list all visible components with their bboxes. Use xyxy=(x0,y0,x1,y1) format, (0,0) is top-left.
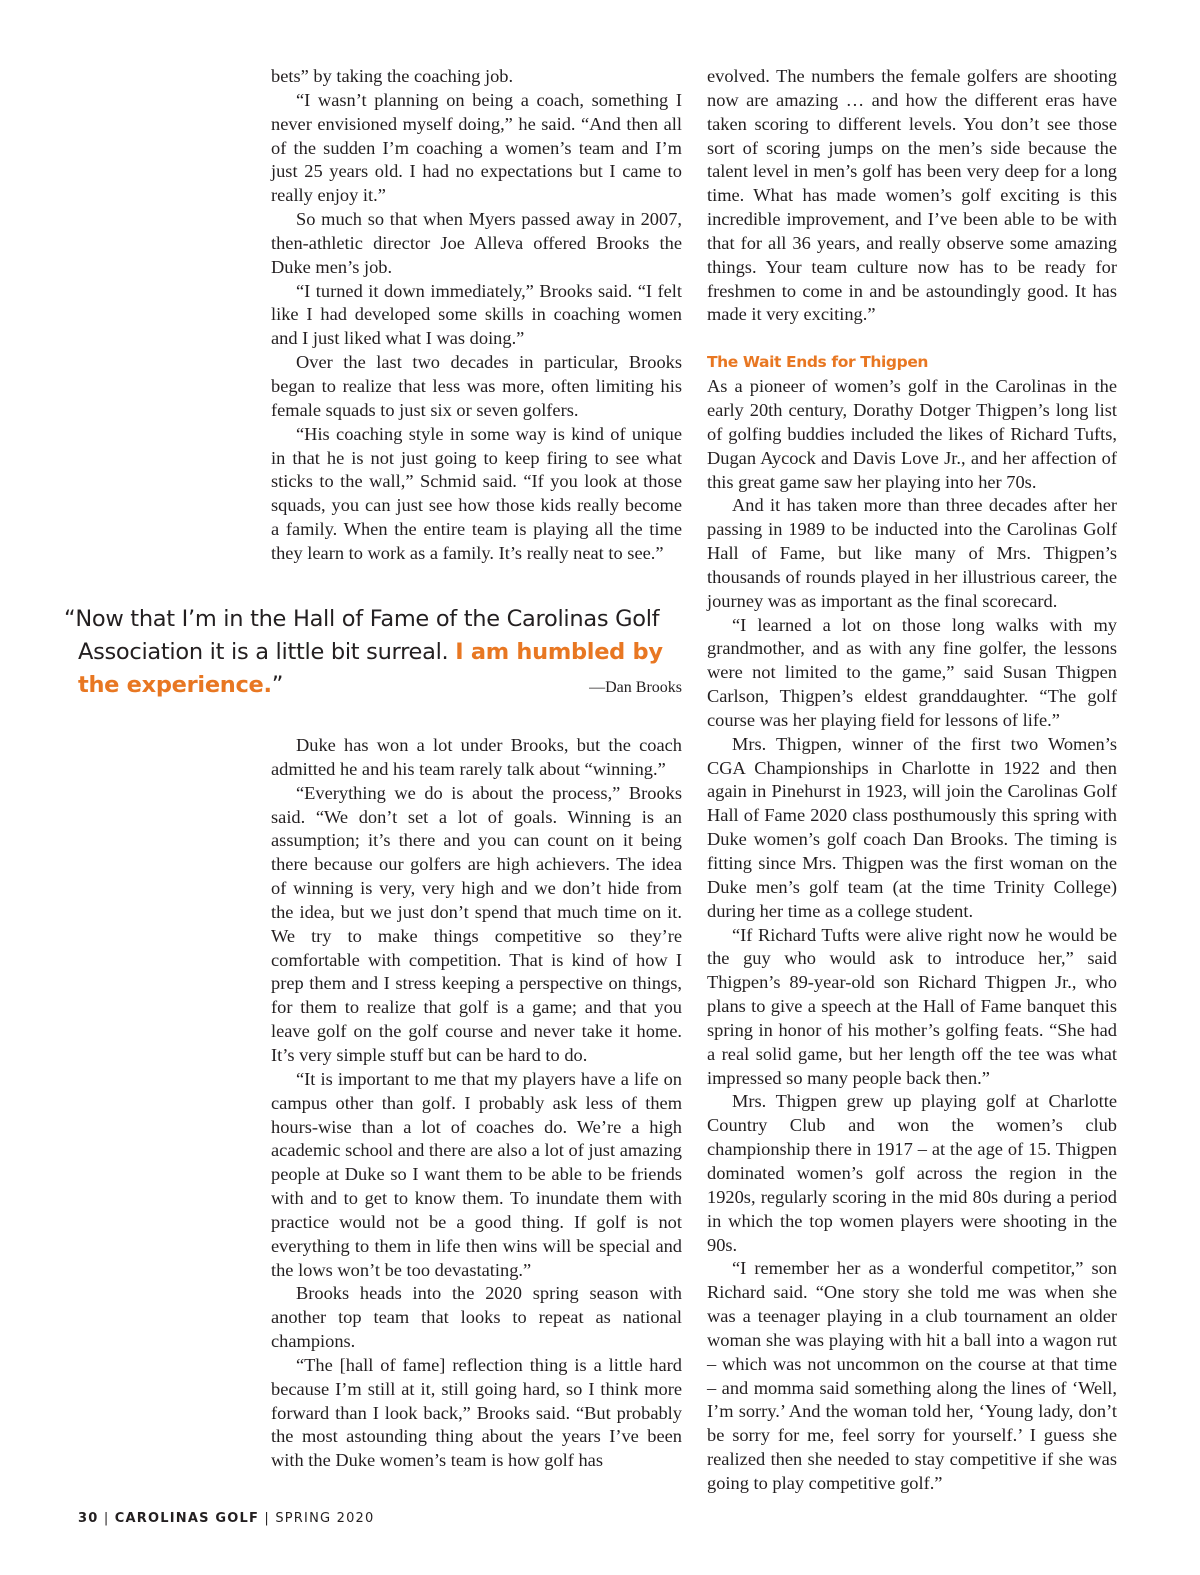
footer-separator: | xyxy=(259,1511,276,1526)
right-column-bottom-body xyxy=(707,375,1117,1496)
paragraph: “I wasn’t planning on being a coach, something I never envisioned myself doing,” he said. “And then all of the sudden I’m coaching a women’s team and I’m just 25 years old. I had no expectations but I came to really enjoy it.” xyxy=(271,89,682,206)
paragraph: So much so that when Myers passed away in 2007, then-athletic director Joe Alleva offered Brooks the Duke men’s job. xyxy=(271,209,682,277)
pull-quote-highlight: I am humbled by xyxy=(455,639,663,665)
pull-quote-close-mark: ” xyxy=(271,672,284,698)
footer-separator: | xyxy=(98,1511,115,1526)
section-subhead: The Wait Ends for Thigpen xyxy=(707,353,929,372)
paragraph: “Everything we do is about the process,” Brooks said. “We don’t set a lot of goals. Winning is an assumption; it’s there and you can count on it being there because our golfers are high achievers. The idea of winning is very, very high and we don’t hide from the idea, but we just don’t spend that much time on it. We try to make things competitive so they’re comfortable with competition. That is kind of how I prep them and I stress keeping a perspective on things, for them to realize that golf is a game; and that you leave golf on the golf course and never take it home. It’s very simple stuff but can be hard to do. xyxy=(271,782,682,1065)
paragraph: Mrs. Thigpen, winner of the first two Women’s CGA Championships in Charlotte in 1922 and then again in Pinehurst in 1923, will join the Carolinas Golf Hall of Fame 2020 class posthumously this spring with Duke women’s golf coach Dan Brooks. The timing is fitting since Mrs. Thigpen was the first woman on the Duke men’s golf team (at the time Trinity College) during her time as a college student. xyxy=(707,733,1117,921)
paragraph: Mrs. Thigpen grew up playing golf at Charlotte Country Club and won the women’s club championship there in 1917 – at the age of 15. Thigpen dominated women’s golf across the region in the 1920s, regularly scoring in the mid 80s during a period in which the top women players were shooting in the 90s. xyxy=(707,1091,1117,1255)
paragraph: “It is important to me that my players have a life on campus other than golf. I probably ask less of them hours-wise than a lot of coaches do. We’re a high academic school and there are also a lot of just amazing people at Duke so I want them to be able to be friends with and to get to know them. To inundate them with practice would not be a good thing. If golf is not everything to them in life then wins will be special and the lows won’t be too devastating.” xyxy=(271,1068,682,1280)
right-column xyxy=(707,65,1117,1496)
pull-quote-attribution: —Dan Brooks xyxy=(589,679,682,696)
paragraph: Brooks heads into the 2020 spring season with another top team that looks to repeat as national champions. xyxy=(271,1283,682,1352)
paragraph: “I remember her as a wonderful competitor,” son Richard said. “One story she told me was when she was a teenager playing in a club tournament an older woman she was playing with hit a ball into a wagon rut – which was not uncommon on the course at that time – and momma said something along the lines of ‘Well, I’m sorry.’ And the woman told her, ‘Young lady, don’t be sorry for me, feel sorry for yourself.’ I guess she realized then she needed to stay competitive if she was going to play competitive golf.” xyxy=(707,1258,1117,1493)
pull-quote-plain: Association it is a little bit surreal. xyxy=(78,639,456,665)
issue-name: SPRING 2020 xyxy=(275,1511,375,1526)
paragraph: As a pioneer of women’s golf in the Carolinas in the early 20th century, Dorathy Dotger Thigpen’s long list of golfing buddies included the likes of Richard Tufts, Dugan Aycock and Davis Love Jr., and her affection of this great game saw her playing into her 70s. xyxy=(707,376,1117,492)
pull-quote-line-2 xyxy=(64,636,689,669)
paragraph: bets” by taking the coaching job. xyxy=(271,66,514,86)
paragraph: “His coaching style in some way is kind of unique in that he is not just going to keep firing to see what sticks to the wall,” Schmid said. “If you look at those squads, you can just see how those kids really become a family. When the entire team is playing all the time they learn to work as a family. It’s really neat to see.” xyxy=(271,423,682,563)
page-footer xyxy=(78,1511,375,1526)
left-column-top xyxy=(271,65,682,566)
paragraph: Over the last two decades in particular, Brooks began to realize that less was more, often limiting his female squads to just six or seven golfers. xyxy=(271,352,682,420)
page-number: 30 xyxy=(78,1511,99,1526)
right-column-top-body xyxy=(707,65,1117,327)
paragraph: Duke has won a lot under Brooks, but the coach admitted he and his team rarely talk about “winning.” xyxy=(271,735,682,779)
pull-quote-line-1: “Now that I’m in the Hall of Fame of the Carolinas Golf xyxy=(64,606,660,632)
paragraph: “The [hall of fame] reflection thing is a little hard because I’m still at it, still going hard, so I think more forward than I look back,” Brooks said. “But probably the most astounding thing about the years I’ve been with the Duke women’s team is how golf has xyxy=(271,1354,682,1471)
paragraph: And it has taken more than three decades after her passing in 1989 to be inducted into the Carolinas Golf Hall of Fame, but like many of Mrs. Thigpen’s thousands of rounds played in her illustrious career, the journey was as important as the final scorecard. xyxy=(707,495,1117,611)
left-column-bottom xyxy=(271,734,682,1473)
paragraph: “I turned it down immediately,” Brooks said. “I felt like I had developed some skills in coaching women and I just liked what I was doing.” xyxy=(271,280,682,349)
paragraph: evolved. The numbers the female golfers are shooting now are amazing … and how the different eras have taken scoring to different levels. You don’t see those sort of scoring jumps on the men’s side because the talent level in men’s golf has been very deep for a long time. What has made women’s golf exciting is this incredible improvement, and I’ve been able to be with that for all 36 years, and really observe some amazing things. Your team culture now has to be ready for freshmen to come in and be astoundingly good. It has made it very exciting.” xyxy=(707,66,1117,325)
magazine-name: CAROLINAS GOLF xyxy=(114,1511,260,1526)
paragraph: “If Richard Tufts were alive right now he would be the guy who would ask to introduce her,” said Thigpen’s 89-year-old son Richard Thigpen Jr., who plans to give a speech at the Hall of Fame banquet this spring in honor of his mother’s golfing feats. “She had a real solid game, but her length off the tee was what impressed so many people back then.” xyxy=(707,924,1117,1088)
paragraph: “I learned a lot on those long walks with my grandmother, and as with any fine golfer, the lessons were not limited to the game,” said Susan Thigpen Carlson, Thigpen’s eldest granddaughter. “The golf course was her playing field for lessons of life.” xyxy=(707,614,1117,730)
pull-quote-highlight-end: the experience. xyxy=(78,672,272,698)
